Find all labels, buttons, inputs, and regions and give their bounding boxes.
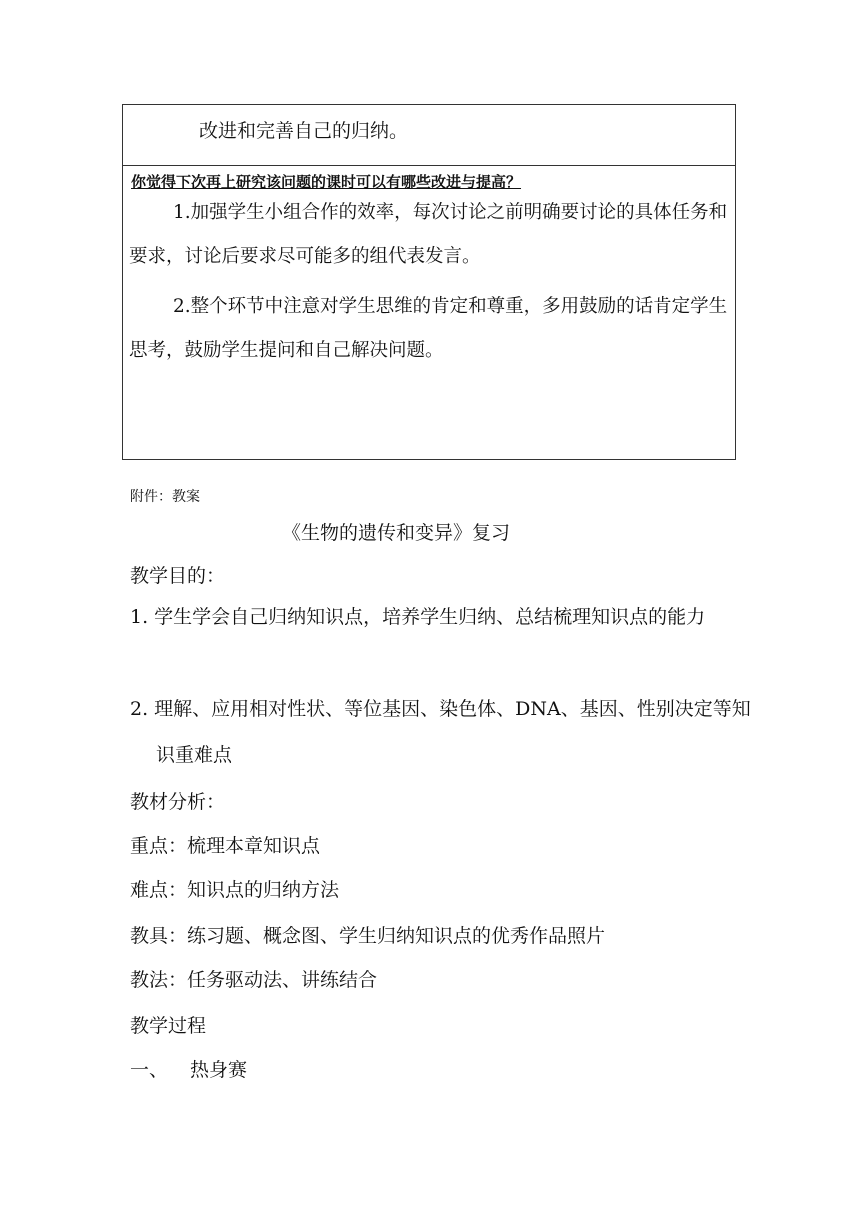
goal-2: 2. 理解、应用相对性状、等位基因、染色体、DNA、基因、性别决定等知识重难点 — [130, 698, 751, 766]
focus-line: 重点：梳理本章知识点 — [130, 835, 321, 857]
section-1-number: 一、 — [130, 1059, 169, 1081]
improvement-question: 你觉得下次再上研究该问题的课时可以有哪些改进与提高？ — [131, 173, 522, 191]
difficulty-line: 难点：知识点的归纳方法 — [130, 879, 340, 901]
table-row — [123, 105, 735, 166]
analysis-heading: 教材分析： — [130, 791, 226, 813]
improvement-point-1: 1.加强学生小组合作的效率，每次讨论之前明确要讨论的具体任务和要求，讨论后要求尽可能多的组代表发言。 — [129, 202, 728, 267]
row1-text: 改进和完善自己的归纳。 — [199, 120, 409, 142]
goals-heading: 教学目的： — [130, 565, 226, 587]
process-heading: 教学过程 — [130, 1015, 207, 1037]
attachment-label: 附件：教案 — [130, 489, 200, 505]
section-1-title: 热身赛 — [190, 1059, 248, 1081]
reflection-table — [122, 104, 736, 460]
goal-1: 1. 学生学会自己归纳知识点，培养学生归纳、总结梳理知识点的能力 — [130, 606, 706, 628]
improvement-point-2: 2.整个环节中注意对学生思维的肯定和尊重，多用鼓励的话肯定学生思考，鼓励学生提问和自己解决问题。 — [129, 296, 728, 361]
tools-line: 教具：练习题、概念图、学生归纳知识点的优秀作品照片 — [130, 925, 606, 947]
methods-line: 教法：任务驱动法、讲练结合 — [130, 969, 378, 991]
lesson-title: 《生物的遗传和变异》复习 — [282, 522, 511, 544]
